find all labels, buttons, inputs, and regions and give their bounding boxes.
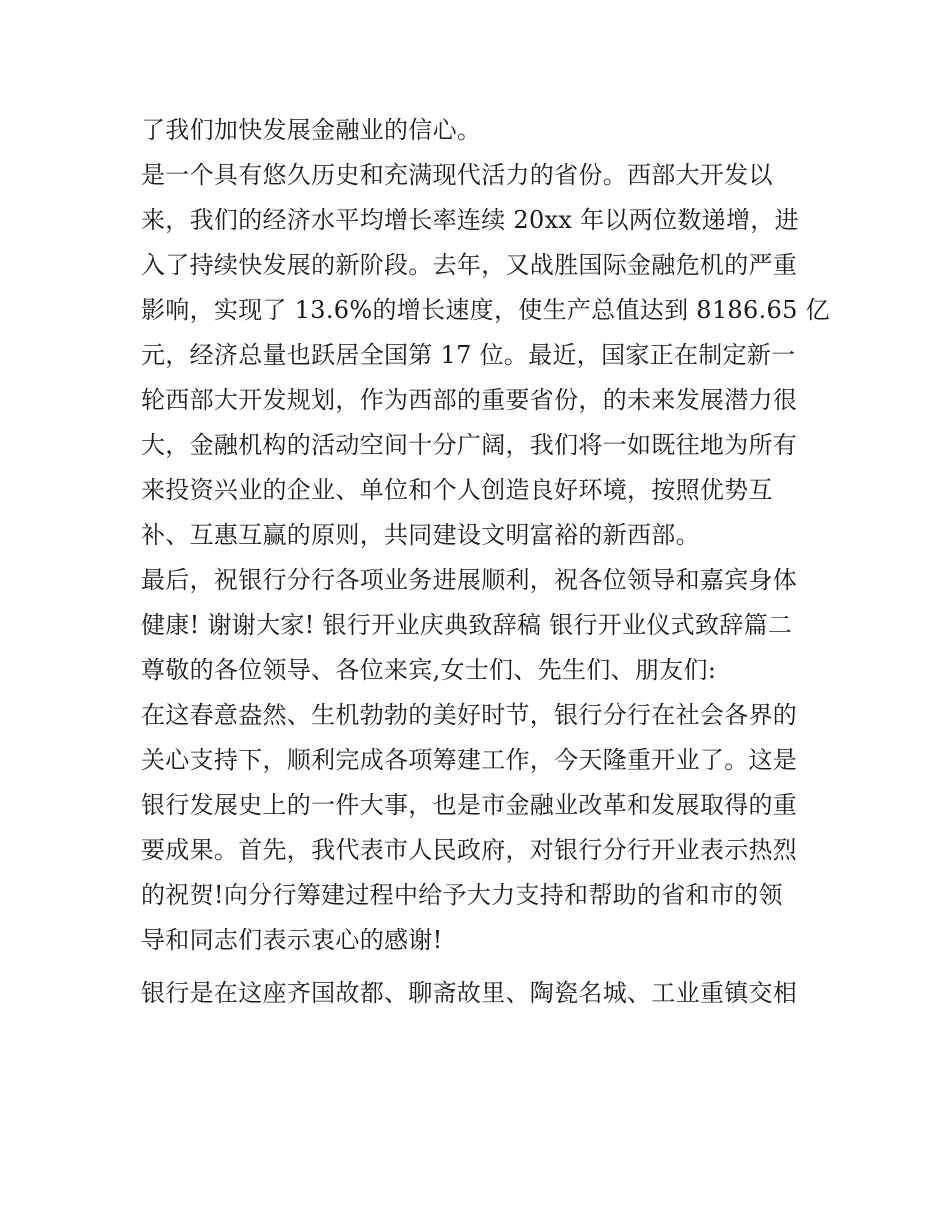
- text-line: 大，金融机构的活动空间十分广阔，我们将一如既往地为所有: [141, 431, 798, 459]
- text-line: 导和同志们表示衷心的感谢!: [141, 926, 443, 954]
- text-line: 补、互惠互赢的原则，共同建设文明富裕的新西部。: [141, 521, 700, 549]
- text-line: 影响，实现了 13.6%的增长速度，使生产总值达到 8186.65 亿: [141, 296, 830, 324]
- text-line: 轮西部大开发规划，作为西部的重要省份，的未来发展潜力很: [141, 386, 798, 414]
- text-line: 的祝贺!向分行筹建过程中给予大力支持和帮助的省和市的领: [141, 881, 783, 909]
- text-line: 来投资兴业的企业、单位和个人创造良好环境，按照优势互: [141, 476, 773, 504]
- text-line: 银行发展史上的一件大事，也是市金融业改革和发展取得的重: [141, 791, 798, 819]
- document-body: [141, 108, 830, 1016]
- text-line: 是一个具有悠久历史和充满现代活力的省份。西部大开发以: [141, 161, 773, 189]
- text-line: 银行是在这座齐国故都、聊斋故里、陶瓷名城、工业重镇交相: [141, 979, 798, 1007]
- text-line: 要成果。首先，我代表市人民政府，对银行分行开业表示热烈: [141, 836, 798, 864]
- text-line: 关心支持下，顺利完成各项筹建工作，今天隆重开业了。这是: [141, 746, 798, 774]
- text-line: 入了持续快发展的新阶段。去年，又战胜国际金融危机的严重: [141, 251, 798, 279]
- text-line: 最后，祝银行分行各项业务进展顺利，祝各位领导和嘉宾身体: [141, 566, 798, 594]
- text-line: 健康! 谢谢大家! 银行开业庆典致辞稿 银行开业仪式致辞篇二: [141, 611, 793, 639]
- text-line: 了我们加快发展金融业的信心。: [141, 116, 482, 144]
- text-line: 在这春意盎然、生机勃勃的美好时节，银行分行在社会各界的: [141, 701, 798, 729]
- text-line: 来，我们的经济水平均增长率连续 20xx 年以两位数递增，进: [141, 206, 799, 234]
- text-line: 尊敬的各位领导、各位来宾,女士们、先生们、朋友们:: [141, 656, 717, 684]
- text-line: 元，经济总量也跃居全国第 17 位。最近，国家正在制定新一: [141, 341, 796, 369]
